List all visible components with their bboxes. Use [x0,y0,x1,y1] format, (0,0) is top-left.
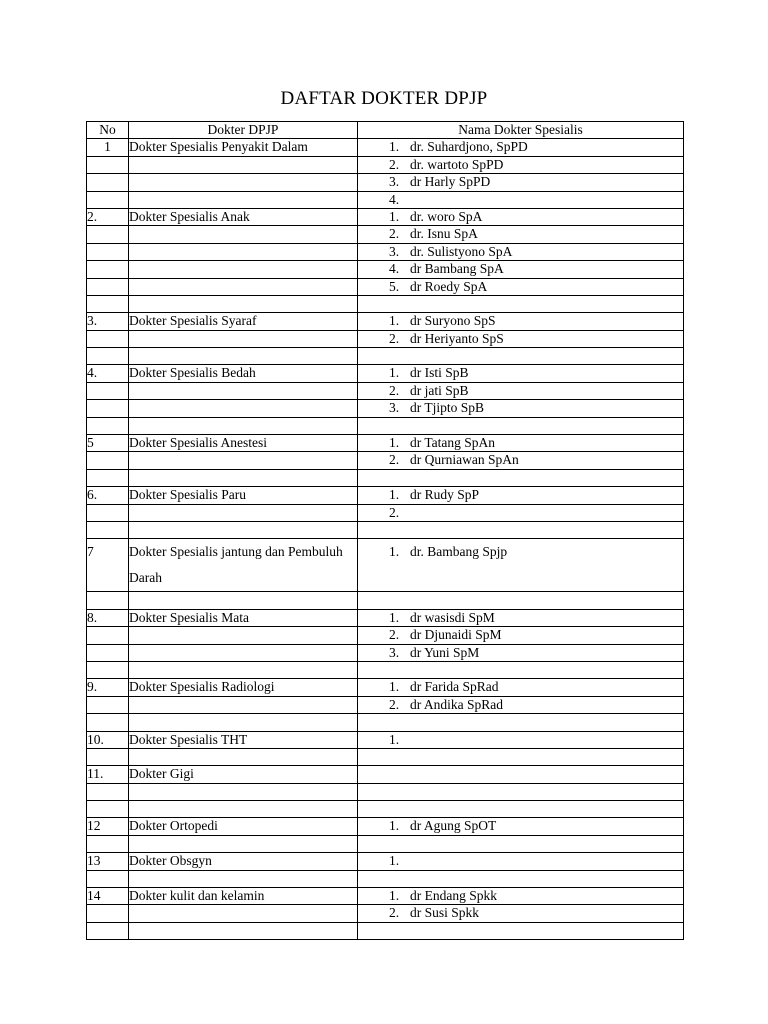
cell-no: 13 [87,853,129,870]
table-row [87,313,684,330]
cell-dokter-dpjp [129,417,358,434]
cell-dokter-dpjp [129,801,358,818]
cell-dokter-dpjp [129,469,358,486]
cell-dokter-dpjp [129,870,358,887]
cell-nama-dokter [358,731,684,748]
table-row [87,521,684,538]
table-row [87,435,684,452]
cell-nama-dokter [358,661,684,678]
header-nama-dokter: Nama Dokter Spesialis [358,122,684,139]
table-row [87,731,684,748]
list-number: 2. [389,504,400,520]
cell-no: 10. [87,731,129,748]
cell-no: 11. [87,766,129,783]
cell-no [87,382,129,399]
table-row [87,348,684,365]
cell-dokter-dpjp: Dokter Spesialis jantung dan Pembuluh Darah [129,539,358,592]
doctor-name: dr Harly SpPD [410,174,491,190]
cell-no [87,783,129,800]
cell-dokter-dpjp [129,661,358,678]
cell-no: 9. [87,679,129,696]
cell-nama-dokter [358,644,684,661]
cell-nama-dokter [358,174,684,191]
cell-no [87,905,129,922]
cell-no [87,278,129,295]
cell-dokter-dpjp [129,261,358,278]
table-row [87,609,684,626]
table-row [87,644,684,661]
cell-no: 2. [87,208,129,225]
table-row [87,243,684,260]
cell-nama-dokter [358,592,684,609]
list-number: 1. [389,818,400,834]
cell-nama-dokter [358,365,684,382]
cell-nama-dokter [358,853,684,870]
cell-nama-dokter [358,818,684,835]
table-row [87,679,684,696]
cell-dokter-dpjp: Dokter Spesialis Penyakit Dalam [129,139,358,156]
list-number: 4. [389,261,400,277]
cell-no [87,330,129,347]
doctor-name: dr wasisdi SpM [410,609,495,625]
table-row [87,487,684,504]
cell-dokter-dpjp [129,627,358,644]
cell-nama-dokter [358,226,684,243]
cell-no: 1 [87,139,129,156]
list-number: 1. [389,853,400,869]
doctor-name: dr jati SpB [410,382,469,398]
cell-dokter-dpjp [129,382,358,399]
cell-no [87,174,129,191]
list-number: 1. [389,435,400,451]
table-row [87,801,684,818]
cell-nama-dokter [358,870,684,887]
cell-nama-dokter [358,539,684,592]
cell-no [87,261,129,278]
doctor-name: dr Qurniawan SpAn [410,452,519,468]
cell-no: 3. [87,313,129,330]
table-row [87,295,684,312]
cell-no [87,644,129,661]
table-row [87,469,684,486]
list-number: 1. [389,888,400,904]
cell-dokter-dpjp [129,278,358,295]
cell-no [87,696,129,713]
cell-dokter-dpjp [129,174,358,191]
cell-nama-dokter [358,748,684,765]
cell-nama-dokter [358,208,684,225]
cell-no: 14 [87,888,129,905]
cell-dokter-dpjp [129,644,358,661]
doctor-name: dr Isti SpB [410,365,469,381]
table-row [87,452,684,469]
doctor-name: dr Rudy SpP [410,487,480,503]
table-row [87,382,684,399]
cell-dokter-dpjp [129,226,358,243]
cell-nama-dokter [358,156,684,173]
list-number: 2. [389,226,400,242]
list-number: 2. [389,452,400,468]
list-number: 3. [389,400,400,416]
doctor-name: dr Heriyanto SpS [410,330,504,346]
table-row [87,905,684,922]
table-row [87,278,684,295]
cell-dokter-dpjp: Dokter Obsgyn [129,853,358,870]
cell-no: 4. [87,365,129,382]
list-number: 2. [389,382,400,398]
list-number: 3. [389,174,400,190]
list-number: 2. [389,627,400,643]
cell-no [87,226,129,243]
list-number: 1. [389,487,400,503]
table-row [87,261,684,278]
cell-no [87,400,129,417]
list-number: 3. [389,243,400,259]
list-number: 1. [389,731,400,747]
table-row [87,417,684,434]
header-dokter-dpjp: Dokter DPJP [129,122,358,139]
cell-nama-dokter [358,521,684,538]
list-number: 1. [389,544,400,560]
cell-dokter-dpjp: Dokter Spesialis Anestesi [129,435,358,452]
cell-dokter-dpjp [129,592,358,609]
cell-no [87,801,129,818]
table-row [87,365,684,382]
doctor-name: dr Tjipto SpB [410,400,485,416]
cell-dokter-dpjp [129,156,358,173]
cell-nama-dokter [358,295,684,312]
table-row [87,330,684,347]
cell-dokter-dpjp [129,905,358,922]
cell-no [87,417,129,434]
doctor-name: dr Andika SpRad [410,696,503,712]
cell-nama-dokter [358,191,684,208]
cell-dokter-dpjp [129,400,358,417]
cell-dokter-dpjp: Dokter Spesialis Anak [129,208,358,225]
cell-dokter-dpjp [129,783,358,800]
table-row [87,853,684,870]
cell-nama-dokter [358,922,684,939]
list-number: 1. [389,365,400,381]
cell-nama-dokter [358,452,684,469]
cell-nama-dokter [358,435,684,452]
cell-nama-dokter [358,417,684,434]
doctor-name: dr Agung SpOT [410,818,497,834]
cell-dokter-dpjp: Dokter Spesialis Paru [129,487,358,504]
cell-nama-dokter [358,679,684,696]
doctor-name: dr Tatang SpAn [410,435,496,451]
cell-no [87,714,129,731]
cell-dokter-dpjp: Dokter Spesialis Radiologi [129,679,358,696]
cell-nama-dokter [358,801,684,818]
cell-dokter-dpjp [129,521,358,538]
cell-no [87,295,129,312]
cell-nama-dokter [358,696,684,713]
cell-dokter-dpjp [129,696,358,713]
cell-dokter-dpjp: Dokter Spesialis THT [129,731,358,748]
cell-no [87,191,129,208]
cell-nama-dokter [358,627,684,644]
cell-no [87,348,129,365]
cell-nama-dokter [358,504,684,521]
table-row [87,888,684,905]
table-body [87,139,684,940]
list-number: 1. [389,313,400,329]
cell-dokter-dpjp [129,243,358,260]
cell-dokter-dpjp [129,330,358,347]
cell-no [87,835,129,852]
cell-no: 6. [87,487,129,504]
cell-no [87,661,129,678]
cell-dokter-dpjp [129,835,358,852]
cell-nama-dokter [358,400,684,417]
table-row [87,661,684,678]
cell-no [87,156,129,173]
table-row [87,870,684,887]
cell-dokter-dpjp [129,714,358,731]
cell-dokter-dpjp [129,348,358,365]
table-row [87,208,684,225]
table-row [87,539,684,592]
header-no: No [87,122,129,139]
cell-dokter-dpjp: Dokter Gigi [129,766,358,783]
doctor-name: dr Djunaidi SpM [410,627,502,643]
cell-dokter-dpjp: Dokter Spesialis Syaraf [129,313,358,330]
doctor-name: dr. Suhardjono, SpPD [410,139,528,155]
doctor-name: dr Roedy SpA [410,278,488,294]
table-row [87,226,684,243]
doctor-table [86,121,684,940]
cell-dokter-dpjp [129,748,358,765]
doctor-name: dr. Bambang Spjp [410,544,508,560]
doctor-name: dr. woro SpA [410,208,483,224]
list-number: 1. [389,609,400,625]
doctor-name: dr. Isnu SpA [410,226,478,242]
cell-nama-dokter [358,261,684,278]
cell-nama-dokter [358,313,684,330]
cell-nama-dokter [358,905,684,922]
cell-no [87,592,129,609]
doctor-name: dr Bambang SpA [410,261,504,277]
cell-dokter-dpjp [129,922,358,939]
cell-no [87,452,129,469]
table-row [87,766,684,783]
list-number: 2. [389,696,400,712]
cell-dokter-dpjp [129,452,358,469]
table-row [87,818,684,835]
table-header-row [87,122,684,139]
cell-nama-dokter [358,278,684,295]
cell-nama-dokter [358,888,684,905]
cell-dokter-dpjp [129,191,358,208]
table-row [87,783,684,800]
cell-dokter-dpjp [129,504,358,521]
cell-dokter-dpjp: Dokter Spesialis Bedah [129,365,358,382]
cell-dokter-dpjp: Dokter Spesialis Mata [129,609,358,626]
cell-nama-dokter [358,348,684,365]
table-row [87,504,684,521]
cell-nama-dokter [358,469,684,486]
table-row [87,922,684,939]
table-row [87,748,684,765]
cell-dokter-dpjp: Dokter Ortopedi [129,818,358,835]
doctor-name: dr Farida SpRad [410,679,499,695]
list-number: 3. [389,644,400,660]
list-number: 2. [389,330,400,346]
cell-nama-dokter [358,330,684,347]
cell-no: 8. [87,609,129,626]
cell-no [87,521,129,538]
cell-nama-dokter [358,766,684,783]
table-row [87,400,684,417]
page-title: DAFTAR DOKTER DPJP [280,88,488,109]
doctor-name: dr Susi Spkk [410,905,480,921]
cell-no [87,243,129,260]
list-number: 1. [389,679,400,695]
table-row [87,696,684,713]
cell-nama-dokter [358,139,684,156]
cell-no: 12 [87,818,129,835]
cell-no [87,627,129,644]
table-row [87,139,684,156]
list-number: 5. [389,278,400,294]
table-row [87,191,684,208]
cell-no [87,748,129,765]
doctor-name: dr Yuni SpM [410,644,480,660]
cell-no: 7 [87,539,129,592]
list-number: 2. [389,156,400,172]
doctor-name: dr. Sulistyono SpA [410,243,513,259]
table-row [87,835,684,852]
cell-nama-dokter [358,714,684,731]
doctor-name: dr. wartoto SpPD [410,156,504,172]
list-number: 2. [389,905,400,921]
cell-no [87,469,129,486]
doctor-name: dr Endang Spkk [410,888,497,904]
table-row [87,174,684,191]
cell-nama-dokter [358,783,684,800]
cell-no [87,504,129,521]
cell-nama-dokter [358,487,684,504]
list-number: 4. [389,191,400,207]
cell-no [87,870,129,887]
table-row [87,627,684,644]
cell-dokter-dpjp: Dokter kulit dan kelamin [129,888,358,905]
list-number: 1. [389,208,400,224]
cell-nama-dokter [358,243,684,260]
cell-dokter-dpjp [129,295,358,312]
cell-no [87,922,129,939]
doctor-name: dr Suryono SpS [410,313,496,329]
cell-nama-dokter [358,382,684,399]
cell-no: 5 [87,435,129,452]
cell-nama-dokter [358,609,684,626]
table-row [87,156,684,173]
list-number: 1. [389,139,400,155]
cell-nama-dokter [358,835,684,852]
table-row [87,592,684,609]
table-row [87,714,684,731]
